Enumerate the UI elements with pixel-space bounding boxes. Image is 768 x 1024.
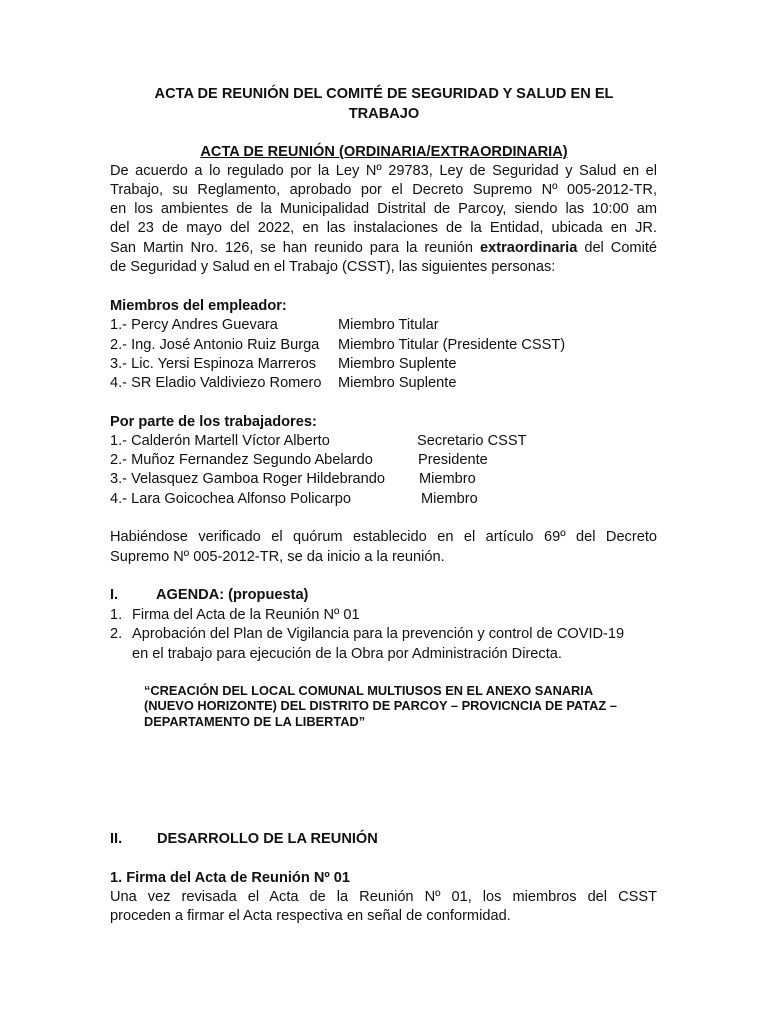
employer-member-name: 2.- Ing. José Antonio Ruiz Burga bbox=[110, 337, 320, 353]
development-section-number: II. bbox=[110, 831, 123, 847]
worker-member-role: Secretario CSST bbox=[417, 433, 527, 449]
worker-member-name: 1.- Calderón Martell Víctor Alberto bbox=[110, 433, 330, 449]
document-title-line2: TRABAJO bbox=[348, 106, 420, 122]
agenda-item-text-continued: en el trabajo para ejecución de la Obra por Administración Directa. bbox=[132, 646, 562, 662]
intro-line-2: Trabajo, su Reglamento, aprobado por el Decreto Supremo Nº 005-2012-TR, bbox=[110, 182, 657, 198]
project-name-line-3: DEPARTAMENTO DE LA LIBERTAD” bbox=[144, 714, 366, 729]
quorum-line-1: Habiéndose verificado el quórum establecido en el artículo 69º del Decreto bbox=[110, 529, 657, 545]
worker-member-name: 3.- Velasquez Gamboa Roger Hildebrando bbox=[110, 471, 386, 487]
development-item-line-1: Una vez revisada el Acta de la Reunión Nº 01, los miembros del CSST bbox=[110, 889, 657, 905]
development-item-line-2: proceden a firmar el Acta respectiva en señal de conformidad. bbox=[110, 908, 511, 924]
project-name-line-2: (NUEVO HORIZONTE) DEL DISTRITO DE PARCOY – PROVICNCIA DE PATAZ – bbox=[144, 698, 617, 713]
agenda-item-number: 2. bbox=[110, 626, 123, 642]
employer-member-role: Miembro Titular bbox=[338, 317, 439, 333]
worker-member-role: Presidente bbox=[418, 452, 488, 468]
intro-line-5-pre: San Martin Nro. 126, se han reunido para la reunión bbox=[110, 240, 480, 256]
worker-member-name: 2.- Muñoz Fernandez Segundo Abelardo bbox=[110, 452, 373, 468]
document-title-line1: ACTA DE REUNIÓN DEL COMITÉ DE SEGURIDAD Y SALUD EN EL bbox=[154, 86, 614, 102]
development-item-heading: 1. Firma del Acta de Reunión Nº 01 bbox=[110, 870, 350, 886]
agenda-heading: AGENDA: (propuesta) bbox=[156, 587, 309, 603]
project-name-line-1: “CREACIÓN DEL LOCAL COMUNAL MULTIUSOS EN EL ANEXO SANARIA bbox=[144, 683, 594, 698]
intro-line-6: de Seguridad y Salud en el Trabajo (CSST), las siguientes personas: bbox=[110, 259, 556, 275]
workers-heading: Por parte de los trabajadores: bbox=[110, 414, 317, 430]
agenda-item-number: 1. bbox=[110, 607, 123, 623]
intro-line-5-post: del Comité bbox=[577, 240, 658, 256]
agenda-item-text: Firma del Acta de la Reunión Nº 01 bbox=[132, 607, 360, 623]
intro-line-4: del 23 de mayo del 2022, en las instalaciones de la Entidad, ubicada en JR. bbox=[110, 220, 657, 236]
worker-member-role: Miembro bbox=[419, 471, 476, 487]
agenda-item-text: Aprobación del Plan de Vigilancia para la prevención y control de COVID-19 bbox=[132, 626, 625, 642]
agenda-section-number: I. bbox=[110, 587, 119, 603]
worker-member-role: Miembro bbox=[421, 491, 478, 507]
intro-line-1: De acuerdo a lo regulado por la Ley Nº 29783, Ley de Seguridad y Salud en el bbox=[110, 163, 657, 179]
intro-line-3: en los ambientes de la Municipalidad Distrital de Parcoy, siendo las 10:00 am bbox=[110, 201, 657, 217]
employer-member-name: 1.- Percy Andres Guevara bbox=[110, 317, 278, 333]
quorum-line-2: Supremo Nº 005-2012-TR, se da inicio a la reunión. bbox=[110, 549, 445, 565]
development-heading: DESARROLLO DE LA REUNIÓN bbox=[157, 831, 378, 847]
employer-member-role: Miembro Titular (Presidente CSST) bbox=[338, 337, 566, 353]
employer-member-name: 4.- SR Eladio Valdiviezo Romero bbox=[110, 375, 322, 391]
meeting-type-bold: extraordinaria bbox=[480, 240, 578, 256]
document-subtitle: ACTA DE REUNIÓN (ORDINARIA/EXTRAORDINARIA) bbox=[200, 144, 568, 160]
employer-heading: Miembros del empleador: bbox=[110, 298, 287, 314]
employer-member-name: 3.- Lic. Yersi Espinoza Marreros bbox=[110, 356, 317, 372]
employer-member-role: Miembro Suplente bbox=[338, 375, 457, 391]
worker-member-name: 4.- Lara Goicochea Alfonso Policarpo bbox=[110, 491, 351, 507]
intro-line-5 bbox=[110, 239, 657, 258]
employer-member-role: Miembro Suplente bbox=[338, 356, 457, 372]
